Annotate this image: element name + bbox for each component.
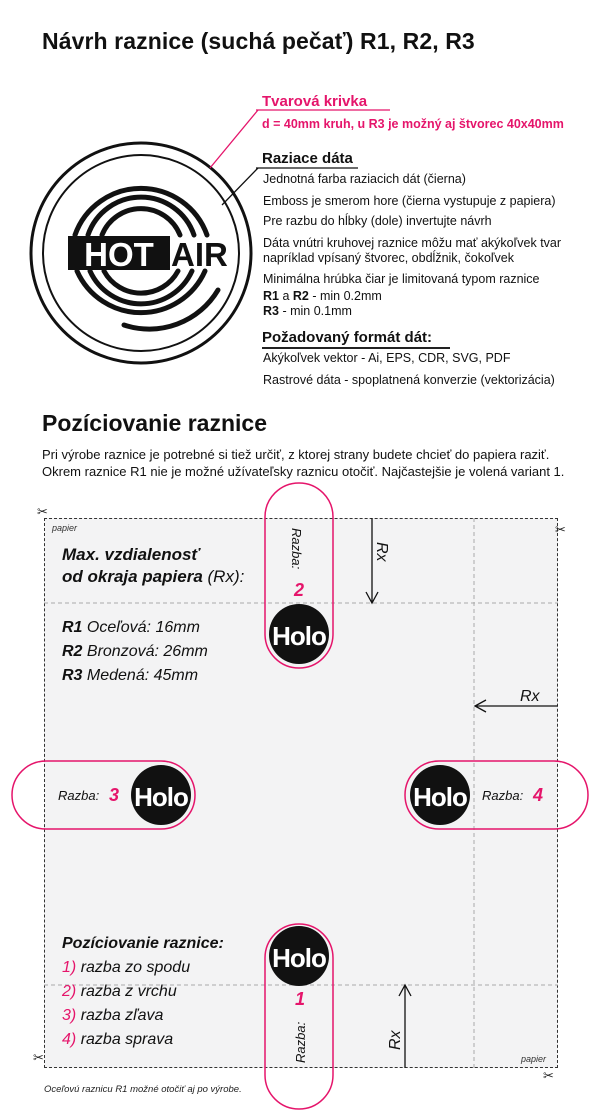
footnote: Oceľovú raznicu R1 možné otočiť aj po výrobe. [44,1084,242,1095]
razba-label-left: Razba: [58,788,100,803]
format-line: Rastrové dáta - spoplatnená konverzie (vektorizácia) [263,373,555,387]
list-item: 4) razba sprava [62,1031,174,1048]
r-values [62,616,208,688]
rx-label-right: Rx [520,688,540,705]
razba-label-top: Razba: [289,528,304,570]
intro-line: Pri výrobe raznice je potrebné si tiež určiť, z ktorej strany budete chcieť do papiera raziť. [42,447,550,462]
intro-line: Okrem raznice R1 nie je možné užívateľsky raznicu otočiť. Najčastejšie je volená variant 1. [42,464,565,479]
data-line-r3: R3 - min 0.1mm [263,304,352,318]
razba-num-4: 4 [533,785,544,805]
data-line: Dáta vnútri kruhovej raznice môžu mať akýkoľvek tvar [263,236,562,250]
scissors-icon: ✂ [555,522,566,537]
shape-heading: Tvarová krivka [262,93,368,110]
seal-text: Holo [272,943,326,973]
rx-label-bottom: Rx [387,1030,404,1050]
razba-num-1: 1 [294,989,306,1009]
format-line: Akýkoľvek vektor - Ai, EPS, CDR, SVG, PDF [263,351,511,365]
list-item: 2) razba z vrchu [62,983,177,1000]
razba-num-2: 2 [293,580,305,600]
razba-label-right: Razba: [482,788,524,803]
positioning-list [62,932,224,1052]
section-heading: Pozíciovanie raznice [42,410,267,436]
max-distance-title: Max. vzdialenosť od okraja papiera (Rx): [62,545,245,586]
data-heading: Raziace dáta [262,150,353,167]
data-line: Emboss je smerom hore (čierna vystupuje z papiera) [263,194,556,208]
paper-label-bottom: papier [521,1054,547,1064]
data-line: Minimálna hrúbka čiar je limitovaná typom raznice [263,272,540,286]
seal-right [410,765,470,825]
positioning-list-heading: Pozíciovanie raznice: [62,935,224,952]
format-heading: Požadovaný formát dát: [262,329,433,346]
list-item: 3) razba zľava [62,1007,164,1024]
seal-top [269,604,329,664]
data-line: napríklad vpísaný štvorec, obdĺžnik, čokoľvek [263,251,514,265]
logo-text-hot: HOT [84,236,154,273]
data-line: Jednotná farba raziacich dát (čierna) [263,172,466,186]
data-line: Pre razbu do hĺbky (dole) invertujte návrh [263,214,492,228]
seal-text: Holo [272,621,326,651]
rx-label-top: Rx [373,542,390,562]
data-line-r12: R1 a R2 - min 0.2mm [263,289,382,303]
razba-num-3: 3 [109,785,120,805]
scissors-icon: ✂ [37,504,48,519]
scissors-icon: ✂ [543,1068,554,1083]
r2-row: R2 Bronzová: 26mm [62,643,208,660]
seal-bottom [269,926,329,986]
shape-detail: d = 40mm kruh, u R3 je možný aj štvorec 40x40mm [262,117,564,131]
scissors-icon: ✂ [33,1050,44,1065]
seal-text: Holo [413,782,467,812]
seal-text: Holo [134,782,188,812]
razba-label-bottom: Razba: [293,1021,308,1063]
list-item: 1) razba zo spodu [62,959,191,976]
r1-row: R1 Oceľová: 16mm [62,619,200,636]
r3-row: R3 Medená: 45mm [62,667,199,684]
paper-label-top: papier [52,523,78,533]
seal-left [131,765,191,825]
logo-text-air: AIR [171,236,228,273]
page-title: Návrh raznice (suchá pečať) R1, R2, R3 [42,28,475,54]
